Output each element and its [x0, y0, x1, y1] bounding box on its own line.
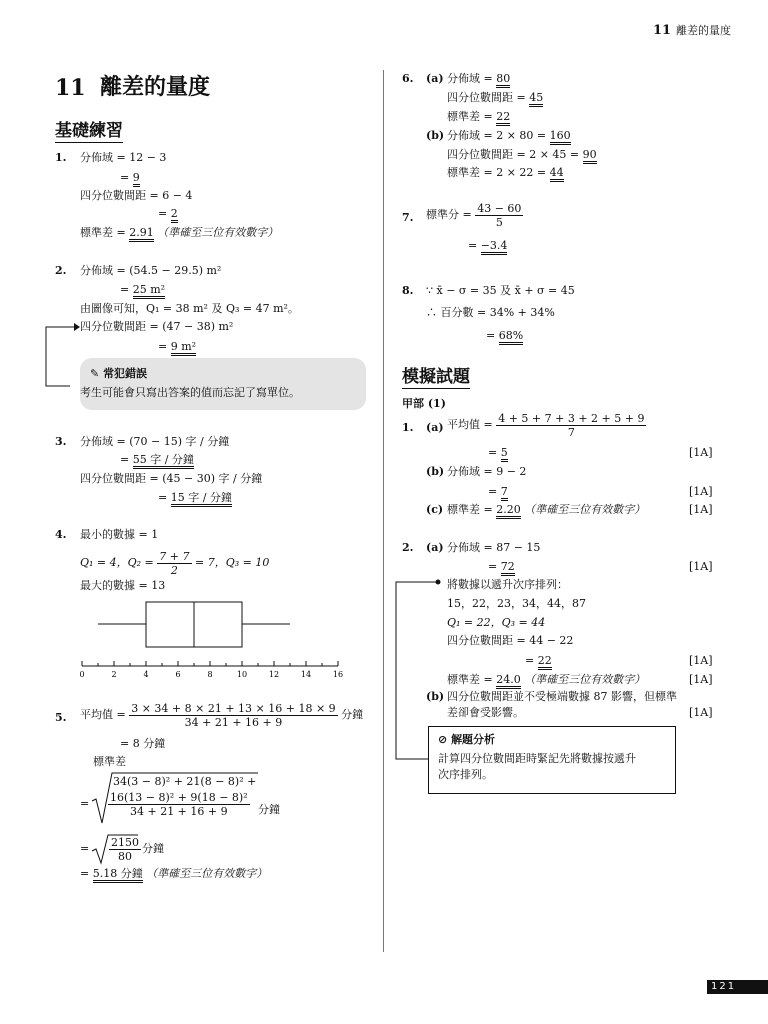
- q4-line3: 最大的數據 = 13: [80, 579, 166, 592]
- q5-sqrt2-fraction: $\frac{2150}{80}$: [111, 836, 139, 863]
- tick-label: 0: [79, 670, 85, 679]
- question-number: 8.: [402, 284, 414, 297]
- m2-a2: = 72: [488, 560, 515, 574]
- m2-a8: 標準差 = 24.0 （準確至三位有效數字）: [447, 673, 645, 687]
- equals-sign: =: [80, 797, 90, 810]
- question-number: 7.: [402, 211, 414, 224]
- q5-line3: 標準差: [93, 755, 126, 768]
- q6-a2: 四分位數間距 = 45: [447, 91, 543, 105]
- m2-a5: Q₁ = 22，Q₃ = 44: [447, 616, 546, 629]
- section-basic-heading: 基礎練習: [55, 121, 123, 141]
- q6-a1: 分佈域 = 80: [447, 72, 510, 86]
- m2-b1: 四分位數間距並不受極端數據 87 影響，但標準: [447, 690, 677, 703]
- m2-a6: 四分位數間距 = 44 − 22: [447, 634, 574, 647]
- m1-a1: 平均值 = $\frac{4 + 5 + 7 + 3 + 2 + 5 + 9}{7}$: [447, 411, 645, 439]
- q3-line3: 四分位數間距 = (45 − 30) 字 / 分鐘: [80, 472, 263, 485]
- q7-line2: = −3.4: [468, 239, 507, 253]
- question-number: 1.: [402, 421, 414, 434]
- question-number: 2.: [55, 264, 67, 277]
- q1-line3: 四分位數間距 = 6 − 4: [80, 189, 193, 202]
- m2-a1: 分佈域 = 87 − 15: [447, 541, 541, 554]
- m2-a7: = 22: [525, 654, 552, 668]
- q6-b3: 標準差 = 2 × 22 = 44: [447, 166, 564, 180]
- q3-line1: 分佈域 = (70 − 15) 字 / 分鐘: [80, 435, 230, 448]
- q6-b1: 分佈域 = 2 × 80 = 160: [447, 129, 571, 143]
- part-label: (a): [426, 541, 444, 554]
- mark: [1A]: [689, 560, 713, 573]
- tick-label: 2: [111, 670, 117, 679]
- q3-line2: = 55 字 / 分鐘: [120, 453, 194, 467]
- q2-line4: 四分位數間距 = (47 − 38) m²: [80, 320, 234, 333]
- q5-line2: = 8 分鐘: [120, 737, 166, 750]
- tick-label: 6: [175, 670, 181, 679]
- q5-sqrt-line1: 34(3 − 8)² + 21(8 − 8)² +: [113, 775, 257, 788]
- m2-b2: 差卻會受影響。: [447, 706, 524, 719]
- question-number: 6.: [402, 72, 414, 85]
- analysis-title: ⊘ 解題分析: [438, 733, 496, 746]
- q6-b2: 四分位數間距 = 2 × 45 = 90: [447, 148, 597, 162]
- m1-c1: 標準差 = 2.20 （準確至三位有效數字）: [447, 503, 645, 517]
- q3-line4: = 15 字 / 分鐘: [158, 491, 232, 505]
- part-label: (a): [426, 421, 444, 434]
- tick-label: 8: [207, 670, 213, 679]
- mistake-body: 考生可能會只寫出答案的值而忘記了寫單位。: [80, 386, 300, 399]
- part-label: (b): [426, 465, 445, 478]
- q7-line1: 標準分 = $\frac{43 - 60}{5}$: [426, 201, 522, 229]
- q8-line3: = 68%: [486, 329, 523, 343]
- q4-line2: Q₁ = 4，Q₂ = $\frac{7 + 7}{2}$ = 7，Q₃ = 10: [80, 549, 270, 577]
- common-mistake-box: [80, 358, 366, 410]
- q1-line2: = 9: [120, 171, 140, 185]
- q4-line1: 最小的數據 = 1: [80, 528, 159, 541]
- m2-a3: 將數據以遞升次序排列：: [447, 578, 568, 591]
- q1-line1: 分佈域 = 12 − 3: [80, 151, 167, 164]
- q8-line2: ∴ 百分數 = 34% + 34%: [426, 306, 555, 319]
- question-number: 1.: [55, 151, 67, 164]
- mark: [1A]: [689, 654, 713, 667]
- tick-label: 16: [332, 670, 344, 679]
- question-number: 5.: [55, 711, 67, 724]
- m1-b2: = 7: [488, 485, 508, 499]
- m2-a4: 15，22，23，34，44，87: [447, 597, 586, 610]
- part-label: (a): [426, 72, 444, 85]
- q2-line5: = 9 m²: [158, 340, 196, 354]
- chapter-number: 11: [55, 75, 86, 101]
- q5-sqrt-fraction: $\frac{\text{16(13 − 8)² + 9(18 − 8)²}}{34 + 21 + 16 + 9}$: [110, 791, 248, 818]
- mark: [1A]: [689, 503, 713, 516]
- header-chapter-title: 離差的量度: [676, 24, 731, 37]
- q2-line1: 分佈域 = (54.5 − 29.5) m²: [80, 264, 222, 277]
- part-label: (c): [426, 503, 444, 516]
- tick-label: 12: [268, 670, 280, 679]
- q1-line4: = 2: [158, 207, 178, 221]
- equals-sign: =: [80, 842, 90, 855]
- pencil-icon: ✎: [90, 367, 100, 380]
- chapter-title: 離差的量度: [100, 74, 211, 100]
- mistake-title: ✎ 常犯錯誤: [90, 367, 148, 380]
- analysis-body-1: 計算四分位數間距時緊記先將數據按遞升: [438, 752, 636, 765]
- m1-b1: 分佈域 = 9 − 2: [447, 465, 527, 478]
- analysis-body-2: 次序排列。: [438, 768, 493, 781]
- q1-line5: 標準差 = 2.91 （準確至三位有效數字）: [80, 226, 278, 240]
- q8-line1: ∵ x̄ − σ = 35 及 x̄ + σ = 45: [426, 284, 575, 297]
- m1-a2: = 5: [488, 446, 508, 460]
- q6-a3: 標準差 = 22: [447, 110, 510, 124]
- question-number: 4.: [55, 528, 67, 541]
- q5-sqrt2-unit: 分鐘: [142, 842, 164, 855]
- page-number: 121: [711, 981, 737, 992]
- tick-label: 14: [300, 670, 312, 679]
- q5-sqrt-unit: 分鐘: [258, 803, 280, 816]
- arrow-connector: [40, 320, 80, 390]
- part-label: (b): [426, 129, 445, 142]
- compass-icon: ⊘: [438, 733, 448, 746]
- q5-mean: 平均值 = $\frac{3 \times 34 + 8 \times 21 + 13 \times 16 + 18 \times 9}{34 + 21 + 16 + 9}$ 分鐘: [80, 701, 364, 729]
- box-and-whisker-plot: [70, 596, 360, 686]
- tick-label: 10: [236, 670, 248, 679]
- section-mock-heading: 模擬試題: [402, 367, 470, 387]
- mark: [1A]: [689, 485, 713, 498]
- header-chapter-no: 11: [653, 23, 672, 38]
- q5-line4: = 5.18 分鐘 （準確至三位有效數字）: [80, 867, 267, 881]
- part-label: (b): [426, 690, 445, 703]
- column-divider: [383, 70, 384, 952]
- q2-line3: 由圖像可知，Q₁ = 38 m² 及 Q₃ = 47 m²。: [80, 302, 299, 315]
- question-number: 2.: [402, 541, 414, 554]
- mark: [1A]: [689, 446, 713, 459]
- question-number: 3.: [55, 435, 67, 448]
- mark: [1A]: [689, 673, 713, 686]
- tick-label: 4: [143, 670, 149, 679]
- section-a-label: 甲部 (1): [402, 397, 446, 410]
- mark: [1A]: [689, 706, 713, 719]
- q2-line2: = 25 m²: [120, 283, 165, 297]
